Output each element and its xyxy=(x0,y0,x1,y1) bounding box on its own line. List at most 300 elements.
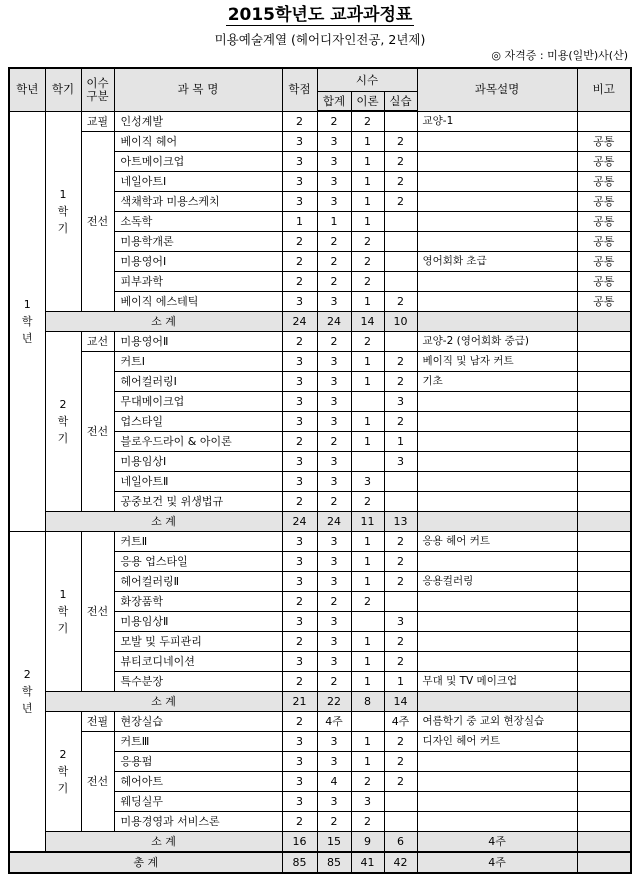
subject-name: 응용펌 xyxy=(114,752,282,772)
theory-cell: 1 xyxy=(351,172,384,192)
theory-cell: 1 xyxy=(351,732,384,752)
practice-cell: 2 xyxy=(384,752,417,772)
credit-cell: 2 xyxy=(282,492,317,512)
theory-cell: 2 xyxy=(351,272,384,292)
credit-cell: 3 xyxy=(282,172,317,192)
subtotal-note xyxy=(577,832,631,853)
note-cell xyxy=(577,812,631,832)
theory-cell: 1 xyxy=(351,192,384,212)
subtotal-total: 24 xyxy=(317,312,351,332)
subtotal-label: 소 계 xyxy=(45,692,282,712)
credit-cell: 3 xyxy=(282,292,317,312)
subject-name: 커트Ⅰ xyxy=(114,352,282,372)
description-cell: 응용 헤어 커트 xyxy=(417,532,577,552)
note-cell xyxy=(577,672,631,692)
subject-name: 미용영어Ⅱ xyxy=(114,332,282,352)
subject-name: 현장실습 xyxy=(114,712,282,732)
note-cell xyxy=(577,732,631,752)
header-total: 합계 xyxy=(317,92,351,112)
description-cell xyxy=(417,612,577,632)
subject-name: 특수분장 xyxy=(114,672,282,692)
note-cell: 공통 xyxy=(577,292,631,312)
total-cell: 3 xyxy=(317,412,351,432)
practice-cell: 2 xyxy=(384,172,417,192)
note-cell: 공통 xyxy=(577,132,631,152)
header-subject: 과 목 명 xyxy=(114,68,282,111)
total-cell: 2 xyxy=(317,252,351,272)
total-cell: 3 xyxy=(317,372,351,392)
practice-cell: 2 xyxy=(384,772,417,792)
table-row xyxy=(9,532,631,552)
practice-cell xyxy=(384,252,417,272)
theory-cell: 1 xyxy=(351,352,384,372)
header-semester: 학기 xyxy=(45,68,81,111)
note-cell xyxy=(577,552,631,572)
total-cell: 3 xyxy=(317,352,351,372)
total-cell: 2 xyxy=(317,812,351,832)
credit-cell: 2 xyxy=(282,432,317,452)
header-type: 이수구분 xyxy=(81,68,114,111)
description-cell xyxy=(417,752,577,772)
description-cell xyxy=(417,632,577,652)
subtotal-total: 15 xyxy=(317,832,351,853)
theory-cell: 3 xyxy=(351,792,384,812)
credit-cell: 3 xyxy=(282,352,317,372)
grand-total-total: 85 xyxy=(317,852,351,873)
note-cell xyxy=(577,452,631,472)
total-cell: 3 xyxy=(317,652,351,672)
theory-cell: 1 xyxy=(351,532,384,552)
theory-cell: 1 xyxy=(351,552,384,572)
grand-total-label: 총 계 xyxy=(9,852,282,873)
subtotal-theory: 11 xyxy=(351,512,384,532)
practice-cell xyxy=(384,212,417,232)
subtotal-row xyxy=(9,512,631,532)
header-practice: 실습 xyxy=(384,92,417,112)
practice-cell: 2 xyxy=(384,352,417,372)
theory-cell: 2 xyxy=(351,812,384,832)
total-cell: 2 xyxy=(317,432,351,452)
description-cell xyxy=(417,492,577,512)
practice-cell: 2 xyxy=(384,292,417,312)
subject-name: 웨딩실무 xyxy=(114,792,282,812)
subtotal-row xyxy=(9,692,631,712)
credit-cell: 3 xyxy=(282,752,317,772)
description-cell xyxy=(417,392,577,412)
theory-cell: 1 xyxy=(351,412,384,432)
practice-cell: 4주 xyxy=(384,712,417,732)
practice-cell: 1 xyxy=(384,672,417,692)
theory-cell: 3 xyxy=(351,472,384,492)
subject-name: 베이직 에스테틱 xyxy=(114,292,282,312)
total-cell: 2 xyxy=(317,492,351,512)
description-cell: 여름학기 중 교외 현장실습 xyxy=(417,712,577,732)
credit-cell: 2 xyxy=(282,712,317,732)
type-cell: 전필 xyxy=(81,712,114,732)
subject-name: 인성계발 xyxy=(114,111,282,132)
credit-cell: 3 xyxy=(282,132,317,152)
practice-cell: 2 xyxy=(384,192,417,212)
note-cell xyxy=(577,752,631,772)
description-cell xyxy=(417,192,577,212)
total-cell: 2 xyxy=(317,592,351,612)
subject-name: 모발 및 두피관리 xyxy=(114,632,282,652)
subject-name: 뷰티코디네이션 xyxy=(114,652,282,672)
practice-cell: 1 xyxy=(384,432,417,452)
subject-name: 헤어아트 xyxy=(114,772,282,792)
grand-total-practice: 42 xyxy=(384,852,417,873)
note-cell xyxy=(577,632,631,652)
subtotal-practice: 6 xyxy=(384,832,417,853)
subtotal-practice: 10 xyxy=(384,312,417,332)
table-row xyxy=(9,111,631,132)
total-cell: 3 xyxy=(317,612,351,632)
theory-cell: 1 xyxy=(351,212,384,232)
note-cell xyxy=(577,712,631,732)
total-cell: 2 xyxy=(317,272,351,292)
description-cell: 교양-1 xyxy=(417,111,577,132)
header-description: 과목설명 xyxy=(417,68,577,111)
total-cell: 3 xyxy=(317,172,351,192)
credit-cell: 2 xyxy=(282,252,317,272)
subject-name: 아트메이크업 xyxy=(114,152,282,172)
total-cell: 2 xyxy=(317,232,351,252)
note-cell xyxy=(577,352,631,372)
total-cell: 3 xyxy=(317,792,351,812)
theory-cell: 2 xyxy=(351,232,384,252)
subject-name: 미용임상Ⅱ xyxy=(114,612,282,632)
theory-cell: 1 xyxy=(351,132,384,152)
description-cell xyxy=(417,452,577,472)
credit-cell: 3 xyxy=(282,452,317,472)
semester-cell: 1 학 기 xyxy=(45,111,81,312)
credit-cell: 3 xyxy=(282,792,317,812)
practice-cell: 2 xyxy=(384,372,417,392)
theory-cell: 1 xyxy=(351,672,384,692)
total-cell: 3 xyxy=(317,552,351,572)
type-cell: 전선 xyxy=(81,132,114,312)
total-cell: 3 xyxy=(317,732,351,752)
note-cell xyxy=(577,652,631,672)
description-cell xyxy=(417,272,577,292)
total-cell: 3 xyxy=(317,292,351,312)
total-cell: 3 xyxy=(317,472,351,492)
grand-total-credit: 85 xyxy=(282,852,317,873)
semester-cell: 1 학 기 xyxy=(45,532,81,692)
note-cell: 공통 xyxy=(577,152,631,172)
theory-cell: 2 xyxy=(351,252,384,272)
credit-cell: 2 xyxy=(282,592,317,612)
credit-cell: 1 xyxy=(282,212,317,232)
subtotal-note xyxy=(577,692,631,712)
description-cell xyxy=(417,652,577,672)
subject-name: 화장품학 xyxy=(114,592,282,612)
description-cell: 베이직 및 남자 커트 xyxy=(417,352,577,372)
credit-cell: 3 xyxy=(282,412,317,432)
description-cell xyxy=(417,592,577,612)
subject-name: 업스타일 xyxy=(114,412,282,432)
description-cell: 기초 xyxy=(417,372,577,392)
theory-cell: 1 xyxy=(351,652,384,672)
note-cell xyxy=(577,372,631,392)
semester-cell: 2 학 기 xyxy=(45,712,81,832)
subtotal-description xyxy=(417,692,577,712)
subtotal-label: 소 계 xyxy=(45,832,282,853)
subject-name: 미용임상Ⅰ xyxy=(114,452,282,472)
total-cell: 4 xyxy=(317,772,351,792)
note-cell xyxy=(577,392,631,412)
theory-cell: 1 xyxy=(351,152,384,172)
total-cell: 2 xyxy=(317,672,351,692)
subtotal-credit: 24 xyxy=(282,512,317,532)
credit-cell: 3 xyxy=(282,392,317,412)
type-cell: 전선 xyxy=(81,352,114,512)
table-row xyxy=(9,332,631,352)
note-cell: 공통 xyxy=(577,172,631,192)
curriculum-body xyxy=(9,111,631,873)
theory-cell xyxy=(351,452,384,472)
theory-cell: 2 xyxy=(351,492,384,512)
description-cell xyxy=(417,432,577,452)
note-cell xyxy=(577,792,631,812)
year-cell: 1 학 년 xyxy=(9,111,45,532)
table-row xyxy=(9,732,631,752)
description-cell xyxy=(417,172,577,192)
note-cell: 공통 xyxy=(577,192,631,212)
subject-name: 소독학 xyxy=(114,212,282,232)
subtotal-practice: 13 xyxy=(384,512,417,532)
subtotal-credit: 16 xyxy=(282,832,317,853)
header-hours: 시수 xyxy=(317,68,417,92)
description-cell xyxy=(417,792,577,812)
grand-total-theory: 41 xyxy=(351,852,384,873)
description-cell xyxy=(417,812,577,832)
credit-cell: 2 xyxy=(282,332,317,352)
header-note: 비고 xyxy=(577,68,631,111)
subject-name: 공중보건 및 위생법규 xyxy=(114,492,282,512)
subtotal-label: 소 계 xyxy=(45,512,282,532)
description-cell: 교양-2 (영어회화 중급) xyxy=(417,332,577,352)
description-cell xyxy=(417,412,577,432)
semester-cell: 2 학 기 xyxy=(45,332,81,512)
type-cell: 전선 xyxy=(81,732,114,832)
practice-cell: 2 xyxy=(384,412,417,432)
year-cell: 2 학 년 xyxy=(9,532,45,853)
grand-total-note xyxy=(577,852,631,873)
practice-cell: 2 xyxy=(384,132,417,152)
theory-cell: 1 xyxy=(351,432,384,452)
credit-cell: 2 xyxy=(282,232,317,252)
practice-cell: 2 xyxy=(384,652,417,672)
subject-name: 미용학개론 xyxy=(114,232,282,252)
table-row xyxy=(9,712,631,732)
subtotal-credit: 21 xyxy=(282,692,317,712)
practice-cell: 2 xyxy=(384,532,417,552)
description-cell: 디자인 헤어 커트 xyxy=(417,732,577,752)
description-cell: 응용컬러링 xyxy=(417,572,577,592)
subtotal-theory: 8 xyxy=(351,692,384,712)
credit-cell: 3 xyxy=(282,152,317,172)
subject-name: 커트Ⅲ xyxy=(114,732,282,752)
subtotal-row xyxy=(9,312,631,332)
total-cell: 1 xyxy=(317,212,351,232)
credit-cell: 2 xyxy=(282,272,317,292)
total-cell: 3 xyxy=(317,572,351,592)
practice-cell xyxy=(384,111,417,132)
description-cell xyxy=(417,152,577,172)
description-cell xyxy=(417,212,577,232)
subject-name: 미용영어Ⅰ xyxy=(114,252,282,272)
practice-cell xyxy=(384,332,417,352)
subtotal-theory: 14 xyxy=(351,312,384,332)
subtotal-description xyxy=(417,312,577,332)
description-cell: 영어회화 초급 xyxy=(417,252,577,272)
table-row xyxy=(9,352,631,372)
credit-cell: 3 xyxy=(282,472,317,492)
note-cell xyxy=(577,592,631,612)
theory-cell xyxy=(351,392,384,412)
theory-cell: 2 xyxy=(351,332,384,352)
credit-cell: 3 xyxy=(282,612,317,632)
subtotal-note xyxy=(577,512,631,532)
subtotal-label: 소 계 xyxy=(45,312,282,332)
credit-cell: 3 xyxy=(282,732,317,752)
subject-name: 미용경영과 서비스론 xyxy=(114,812,282,832)
description-cell xyxy=(417,772,577,792)
total-cell: 3 xyxy=(317,532,351,552)
practice-cell: 2 xyxy=(384,572,417,592)
header-theory: 이론 xyxy=(351,92,384,112)
credit-cell: 3 xyxy=(282,652,317,672)
subtotal-note xyxy=(577,312,631,332)
note-cell: 공통 xyxy=(577,252,631,272)
description-cell xyxy=(417,292,577,312)
note-cell xyxy=(577,572,631,592)
note-cell xyxy=(577,432,631,452)
practice-cell: 2 xyxy=(384,632,417,652)
subject-name: 네일아트Ⅱ xyxy=(114,472,282,492)
type-cell: 전선 xyxy=(81,532,114,692)
note-cell: 공통 xyxy=(577,212,631,232)
note-cell xyxy=(577,612,631,632)
credit-cell: 2 xyxy=(282,111,317,132)
practice-cell: 2 xyxy=(384,732,417,752)
subject-name: 헤어컬러링Ⅰ xyxy=(114,372,282,392)
theory-cell: 1 xyxy=(351,752,384,772)
subtotal-total: 22 xyxy=(317,692,351,712)
practice-cell xyxy=(384,272,417,292)
subject-name: 피부과학 xyxy=(114,272,282,292)
credit-cell: 3 xyxy=(282,532,317,552)
subject-name: 베이직 헤어 xyxy=(114,132,282,152)
practice-cell: 2 xyxy=(384,152,417,172)
curriculum-table xyxy=(8,67,632,874)
description-cell xyxy=(417,552,577,572)
total-cell: 4주 xyxy=(317,712,351,732)
subtotal-row xyxy=(9,832,631,853)
subtotal-description: 4주 xyxy=(417,832,577,853)
certification-note: ◎ 자격증 : 미용(일반)사(산) xyxy=(491,49,628,62)
subject-name: 블로우드라이 & 아이론 xyxy=(114,432,282,452)
credit-cell: 2 xyxy=(282,812,317,832)
theory-cell: 1 xyxy=(351,292,384,312)
note-cell xyxy=(577,772,631,792)
subject-name: 무대메이크업 xyxy=(114,392,282,412)
practice-cell: 3 xyxy=(384,612,417,632)
credit-cell: 3 xyxy=(282,772,317,792)
practice-cell: 2 xyxy=(384,552,417,572)
subject-name: 색채학과 미용스케치 xyxy=(114,192,282,212)
total-cell: 3 xyxy=(317,452,351,472)
credit-cell: 2 xyxy=(282,632,317,652)
credit-cell: 3 xyxy=(282,372,317,392)
subtotal-theory: 9 xyxy=(351,832,384,853)
theory-cell: 1 xyxy=(351,572,384,592)
description-cell xyxy=(417,232,577,252)
type-cell: 교필 xyxy=(81,111,114,132)
subtotal-practice: 14 xyxy=(384,692,417,712)
page-subtitle: 미용예술계열 (헤어디자인전공, 2년제) xyxy=(214,32,426,47)
type-cell: 교선 xyxy=(81,332,114,352)
credit-cell: 3 xyxy=(282,572,317,592)
note-cell: 공통 xyxy=(577,232,631,252)
practice-cell xyxy=(384,792,417,812)
subtotal-description xyxy=(417,512,577,532)
total-cell: 3 xyxy=(317,192,351,212)
credit-cell: 3 xyxy=(282,552,317,572)
table-row xyxy=(9,132,631,152)
total-cell: 3 xyxy=(317,632,351,652)
practice-cell: 3 xyxy=(384,452,417,472)
practice-cell xyxy=(384,812,417,832)
practice-cell xyxy=(384,592,417,612)
header-year: 학년 xyxy=(9,68,45,111)
theory-cell: 1 xyxy=(351,632,384,652)
practice-cell xyxy=(384,472,417,492)
grand-total-description: 4주 xyxy=(417,852,577,873)
subtotal-total: 24 xyxy=(317,512,351,532)
header-credit: 학점 xyxy=(282,68,317,111)
theory-cell: 2 xyxy=(351,772,384,792)
total-cell: 3 xyxy=(317,152,351,172)
total-cell: 2 xyxy=(317,332,351,352)
total-cell: 3 xyxy=(317,392,351,412)
note-cell xyxy=(577,412,631,432)
note-cell xyxy=(577,332,631,352)
theory-cell: 2 xyxy=(351,592,384,612)
total-cell: 3 xyxy=(317,752,351,772)
note-cell: 공통 xyxy=(577,272,631,292)
subject-name: 네일아트Ⅰ xyxy=(114,172,282,192)
grand-total-row xyxy=(9,852,631,873)
total-cell: 2 xyxy=(317,111,351,132)
theory-cell: 1 xyxy=(351,372,384,392)
credit-cell: 3 xyxy=(282,192,317,212)
description-cell xyxy=(417,132,577,152)
practice-cell: 3 xyxy=(384,392,417,412)
description-cell xyxy=(417,472,577,492)
page-title: 2015학년도 교과과정표 xyxy=(227,5,413,25)
description-cell: 무대 및 TV 메이크업 xyxy=(417,672,577,692)
subject-name: 헤어컬러링Ⅱ xyxy=(114,572,282,592)
subtotal-credit: 24 xyxy=(282,312,317,332)
subject-name: 커트Ⅱ xyxy=(114,532,282,552)
total-cell: 3 xyxy=(317,132,351,152)
theory-cell: 2 xyxy=(351,111,384,132)
credit-cell: 2 xyxy=(282,672,317,692)
note-cell xyxy=(577,111,631,132)
practice-cell xyxy=(384,232,417,252)
